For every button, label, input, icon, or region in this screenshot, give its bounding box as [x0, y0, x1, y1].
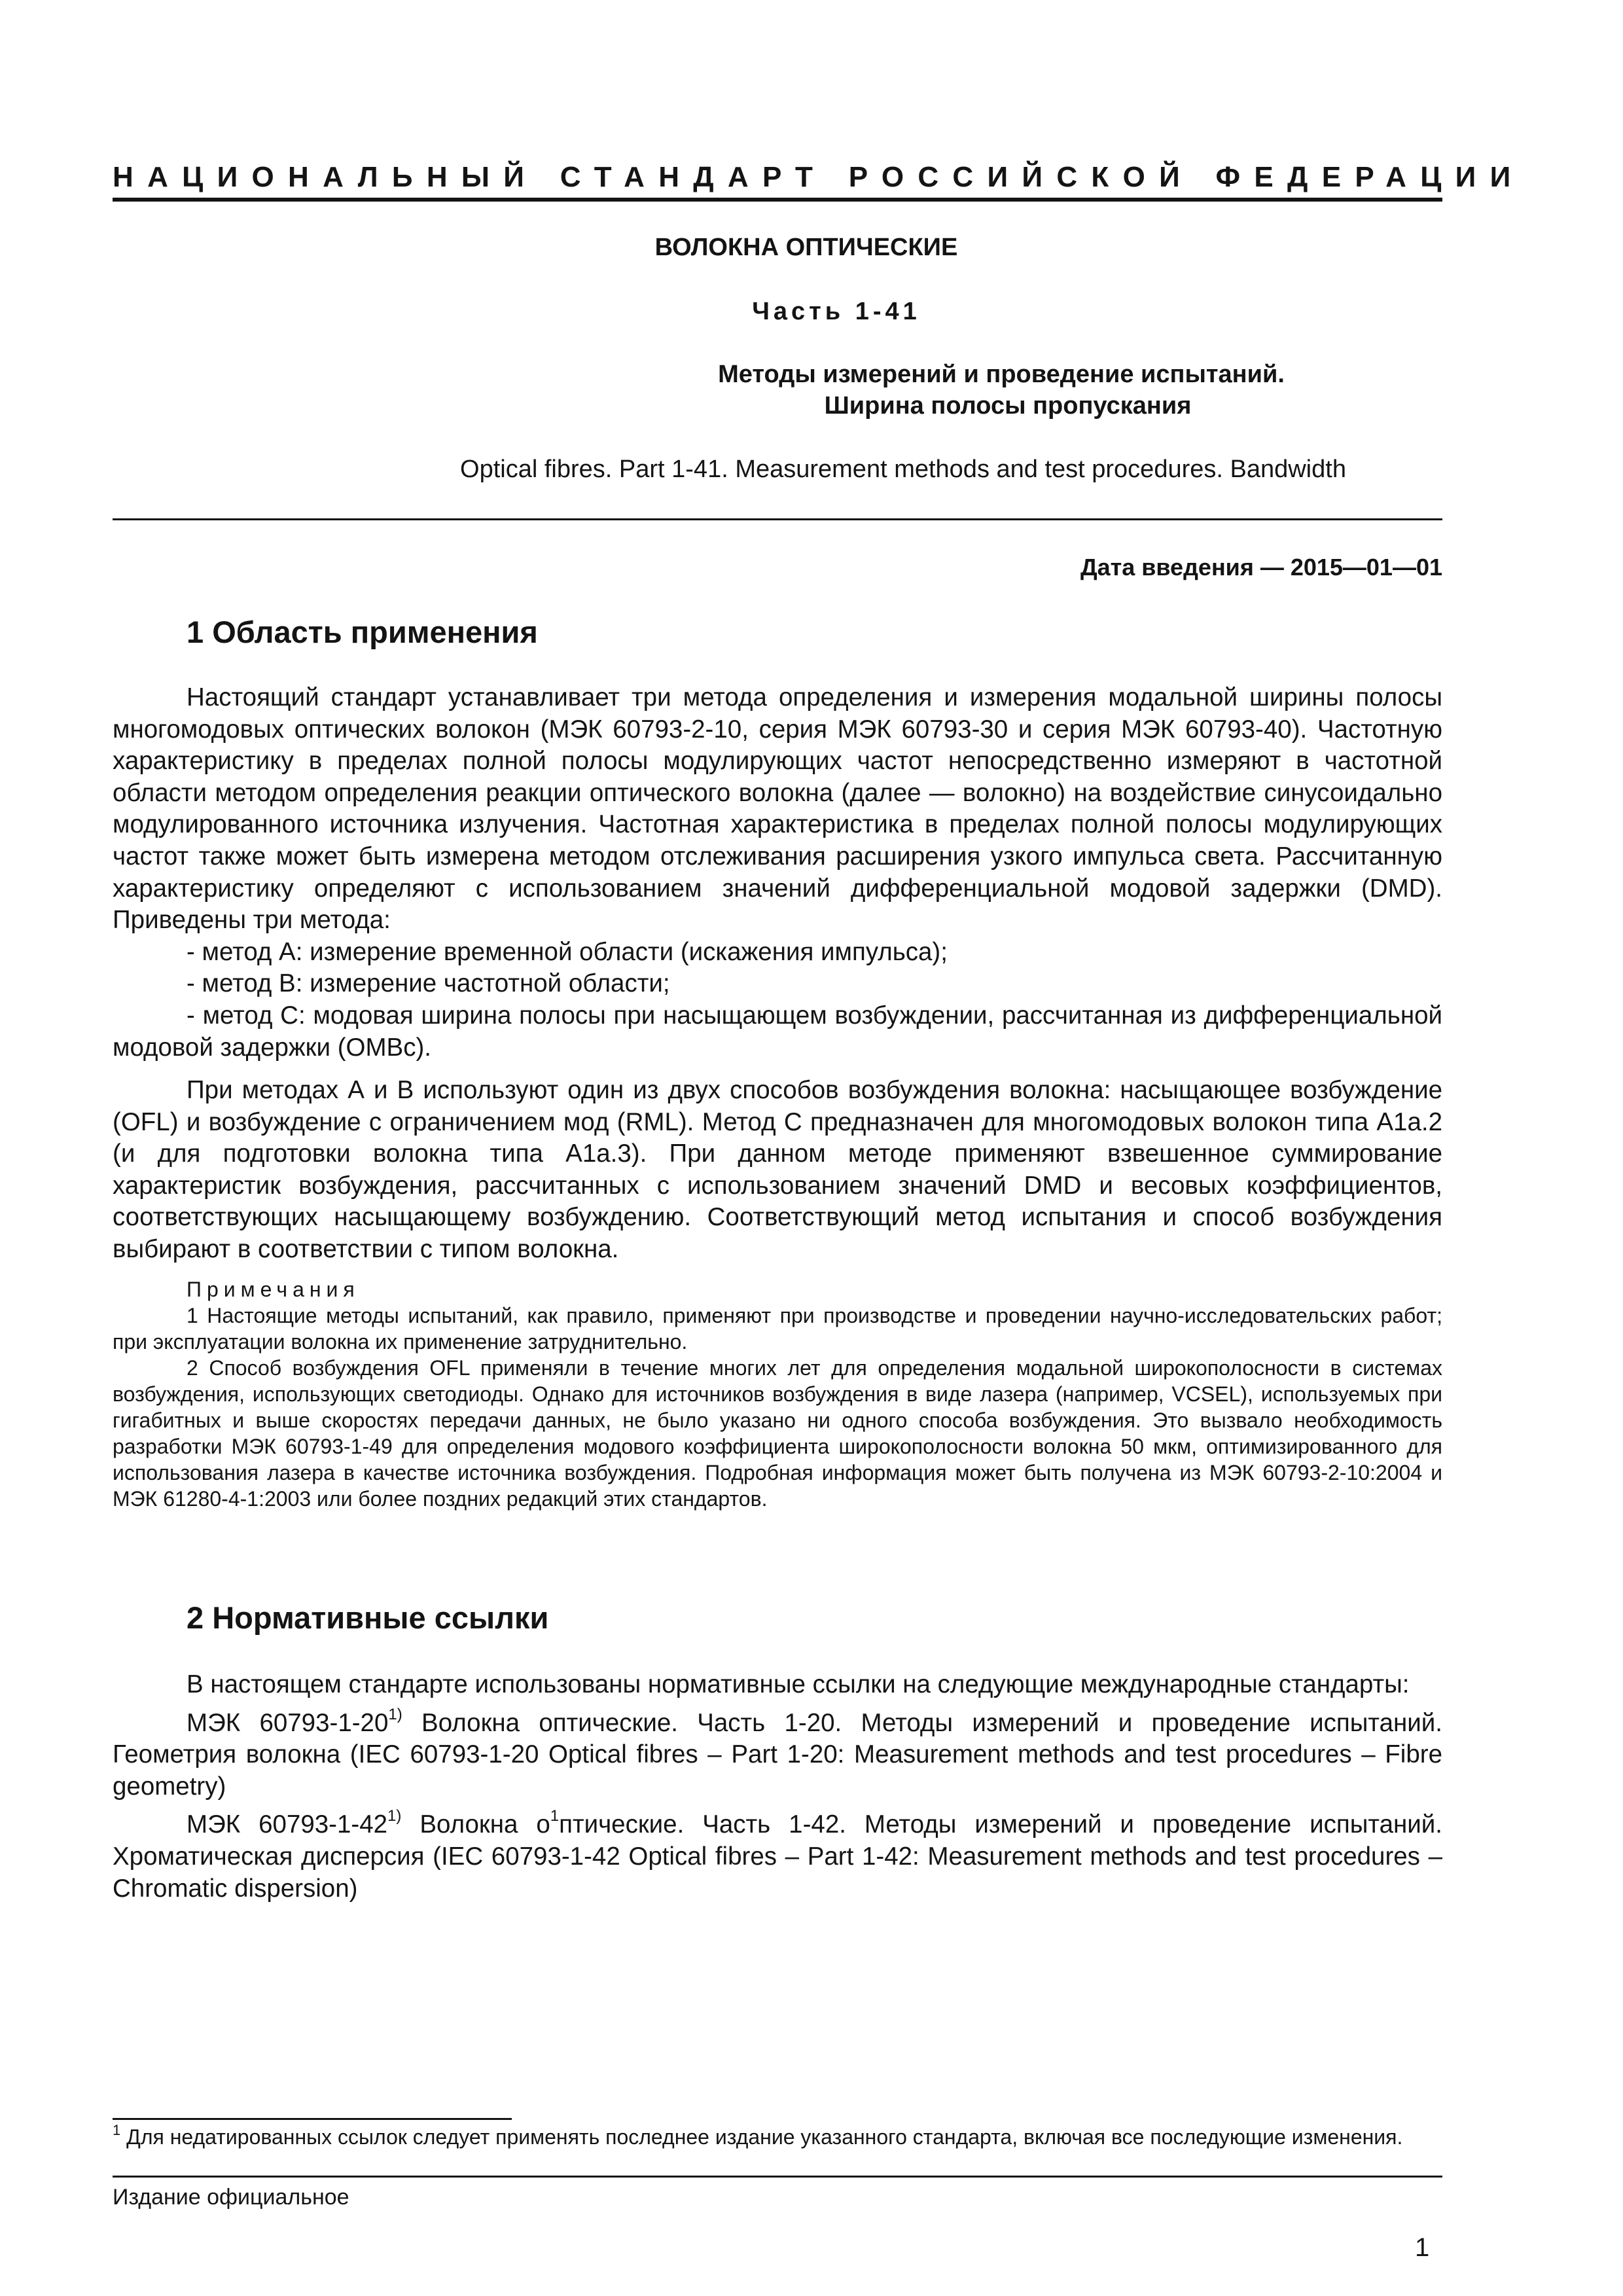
- reference-1: [113, 1705, 1442, 1803]
- footer-rule: [113, 2176, 1442, 2178]
- reference-1-code: МЭК 60793-1-20: [187, 1708, 389, 1737]
- note-2: 2 Способ возбуждения OFL применяли в течение многих лет для определения модальной широкополосности в системах возбуждения, использующих светодиоды. Однако для источников возбуждения в виде лазера (например, VCSEL), используемых при гигабитных и выше скоростях передачи данных, не было указано ни одного способа возбуждения. Это вызвало необходимость разработки МЭК 60793-1-49 для определения модового коэффициента широкополосности волокна 50 мкм, оптимизированного для использования лазера в качестве источника возбуждения. Подробная информация может быть получена из МЭК 60793-2-10:2004 и МЭК 61280-4-1:2003 или более поздних редакций этих стандартов.: [113, 1356, 1442, 1511]
- page-number: 1: [1415, 2233, 1430, 2262]
- method-a-item: - метод А: измерение временной области (искажения импульса);: [187, 937, 948, 966]
- references-block: [113, 1669, 1442, 1911]
- national-standard-banner: НАЦИОНАЛЬНЫЙ СТАНДАРТ РОССИЙСКОЙ ФЕДЕРАЦИИ: [113, 161, 1525, 193]
- note-1: 1 Настоящие методы испытаний, как правило, применяют при производстве и проведении научно-исследовательских работ; при эксплуатации волокна их применение затруднительно.: [113, 1304, 1442, 1354]
- title-rule: [113, 518, 1442, 520]
- section-1-body-2: [113, 1075, 1442, 1266]
- header-rule: [113, 198, 1442, 202]
- english-title: Optical fibres. Part 1-41. Measurement methods and test procedures. Bandwidth: [460, 456, 1346, 483]
- document-subtitle-line2: Ширина полосы пропускания: [824, 392, 1192, 420]
- reference-1-text: Волокна оптические. Часть 1-20. Методы измерений и проведение испытаний. Геометрия волокна (IEC 60793-1-20 Optical fibres – Part 1-20: Measurement methods and test procedures – Fibre geometry): [113, 1708, 1442, 1801]
- reference-2: [113, 1809, 1442, 1905]
- footnote: [113, 2122, 1442, 2149]
- notes-block: [113, 1276, 1442, 1512]
- reference-2-inner-mark: 1: [550, 1807, 560, 1825]
- section-1-body: [113, 682, 1442, 1064]
- document-title: ВОЛОКНА ОПТИЧЕСКИЕ: [654, 234, 958, 261]
- notes-label: Примечания: [187, 1278, 360, 1301]
- section-2-heading: 2 Нормативные ссылки: [187, 1600, 549, 1635]
- method-b-item: - метод В: измерение частотной области;: [187, 969, 670, 998]
- scope-paragraph: Настоящий стандарт устанавливает три метода определения и измерения модальной ширины полосы многомодовых оптических волокон (МЭК 60793-2-10, серия МЭК 60793-30 и серия МЭК 60793-40). Частотную характеристику в пределах полной полосы модулирующих частот непосредственно измеряют в частотной области методом определения реакции оптического волокна (далее — волокно) на воздействие синусоидально модулированного источника излучения. Частотная характеристика в пределах полной полосы модулирующих частот также может быть измерена методом отслеживания расширения узкого импульса света. Рассчитанную характеристику определяют с использованием значений дифференциальной модовой задержки (DMD). Приведены три метода:: [113, 683, 1442, 935]
- document-part: Часть 1-41: [752, 298, 921, 325]
- reference-2-code: МЭК 60793-1-42: [187, 1810, 388, 1839]
- intro-date: Дата введения — 2015—01—01: [1080, 554, 1442, 581]
- edition-label: Издание официальное: [113, 2185, 349, 2210]
- reference-2-footnote-mark[interactable]: 1): [387, 1807, 402, 1825]
- reference-1-footnote-mark[interactable]: 1): [388, 1705, 402, 1723]
- method-c-item: - метод С: модовая ширина полосы при насыщающем возбуждении, рассчитанная из дифференциальной модовой задержки (ОМВс).: [113, 1001, 1442, 1062]
- footnote-rule: [113, 2118, 512, 2120]
- reference-2-text-b: птические. Часть 1-42. Методы измерений и проведение испытаний. Хроматическая дисперсия (IEC 60793-1-42 Optical fibres – Part 1-42: Measurement methods and test procedures – Chromatic dispersion): [113, 1810, 1442, 1903]
- references-intro: В настоящем стандарте использованы нормативные ссылки на следующие международные стандарты:: [187, 1670, 1410, 1698]
- section-1-heading: 1 Область применения: [187, 615, 538, 649]
- launch-paragraph: При методах А и В используют один из двух способов возбуждения волокна: насыщающее возбуждение (OFL) и возбуждение с ограничением мод (RML). Метод С предназначен для многомодовых волокон типа A1a.2 (и для подготовки волокна типа A1a.3). При данном методе применяют взвешенное суммирование характеристик возбуждения, рассчитанных с использованием значений DMD и весовых коэффициентов, соответствующих насыщающему возбуждению. Соответствующий метод испытания и способ возбуждения выбирают в соответствии с типом волокна.: [113, 1076, 1442, 1263]
- footnote-mark: 1: [113, 2122, 121, 2138]
- document-subtitle-line1: Методы измерений и проведение испытаний.: [718, 361, 1285, 388]
- footnote-text: Для недатированных ссылок следует применять последнее издание указанного стандарта, включая все последующие изменения.: [120, 2125, 1403, 2149]
- reference-2-text-a: Волокна о: [401, 1810, 550, 1839]
